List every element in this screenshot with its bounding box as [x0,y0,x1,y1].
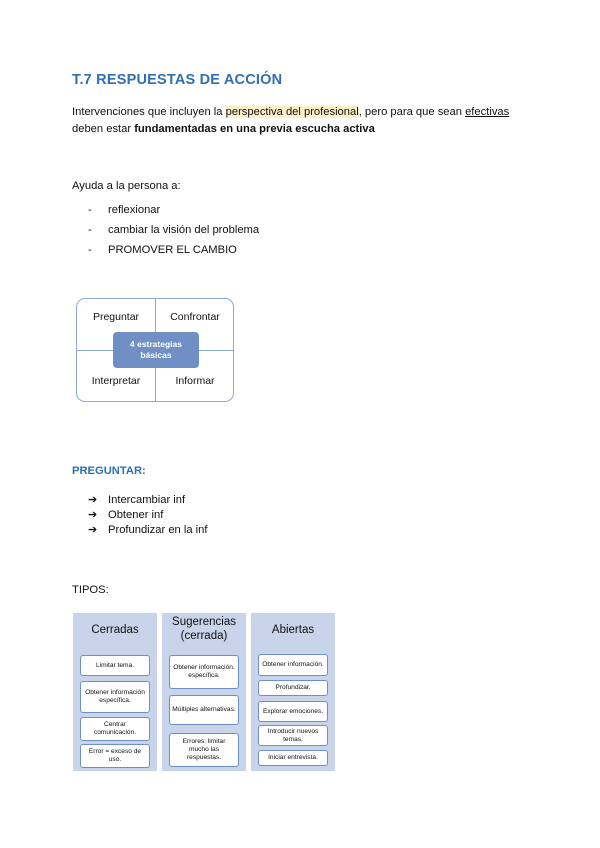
intro-text-1: Intervenciones que incluyen la [72,106,226,118]
list-item-text: PROMOVER EL CAMBIO [108,244,237,256]
intro-bold: fundamentadas en una previa escucha activa [134,123,375,135]
intro-underline: efectivas [465,106,510,118]
preguntar-heading: PREGUNTAR: [72,465,146,477]
column-title: Abiertas [271,624,315,636]
list-item-text: Obtener inf [108,509,164,521]
arrow-icon: ➔ [88,509,98,521]
dash-bullet: - [88,204,92,216]
column-title-line2: (cerrada) [180,630,228,642]
dash-bullet: - [88,224,92,236]
list-item-text: reflexionar [108,204,161,216]
list-item [88,508,208,523]
center-label-line2: básicas [140,350,172,360]
column-title-line1: Sugerencias [172,616,236,628]
strategies-diagram [76,298,234,402]
column-sugerencias [162,613,246,771]
list-item [88,523,208,538]
column-cerradas [73,613,157,771]
list-item: Obtener información. específica. [169,655,239,689]
arrow-icon: ➔ [88,494,98,506]
strategies-center-box [113,332,199,368]
list-item: Explorar emociones. [258,701,328,722]
strategy-confrontar: Confrontar [170,311,220,323]
strategy-informar: Informar [175,375,215,387]
arrow-icon: ➔ [88,524,98,536]
list-item-text: cambiar la visión del problema [108,224,260,236]
ayuda-list [88,200,259,260]
preguntar-list [88,493,208,538]
list-item: Iniciar entrevista. [258,750,328,766]
tipos-label: TIPOS: [72,584,109,596]
list-item: Centrar comunicación. [80,717,150,741]
list-item: Introducir nuevos temas. [258,725,328,746]
intro-text-3: deben estar [72,123,135,135]
list-item: Obtener información. [258,654,328,676]
list-item: Error = exceso de uso. [80,744,150,768]
ayuda-label: Ayuda a la persona a: [72,180,181,192]
list-item-text: Intercambiar inf [108,494,186,506]
strategy-preguntar: Preguntar [92,311,140,323]
column-abiertas [251,613,335,771]
strategy-interpretar: Interpretar [91,375,141,387]
list-item: Limitar tema. [80,655,150,676]
intro-paragraph [72,104,542,138]
list-item [88,493,208,508]
dash-bullet: - [88,244,92,256]
list-item-text: Profundizar en la inf [108,524,208,536]
intro-text-2: , pero para que sean [358,106,466,118]
list-item [88,200,259,220]
list-item [88,240,259,260]
intro-highlight: perspectiva del profesional [225,106,359,118]
column-title: Cerradas [91,624,139,636]
list-item: Errores: limitar mucho las respuestas. [169,733,239,767]
list-item: Obtener información específica. [80,681,150,713]
page-title: T.7 RESPUESTAS DE ACCIÓN [72,72,283,88]
list-item: Múltiples alternativas. [169,695,239,725]
list-item: Profundizar. [258,680,328,696]
list-item [88,220,259,240]
center-label-line1: 4 estrategias [130,339,182,349]
